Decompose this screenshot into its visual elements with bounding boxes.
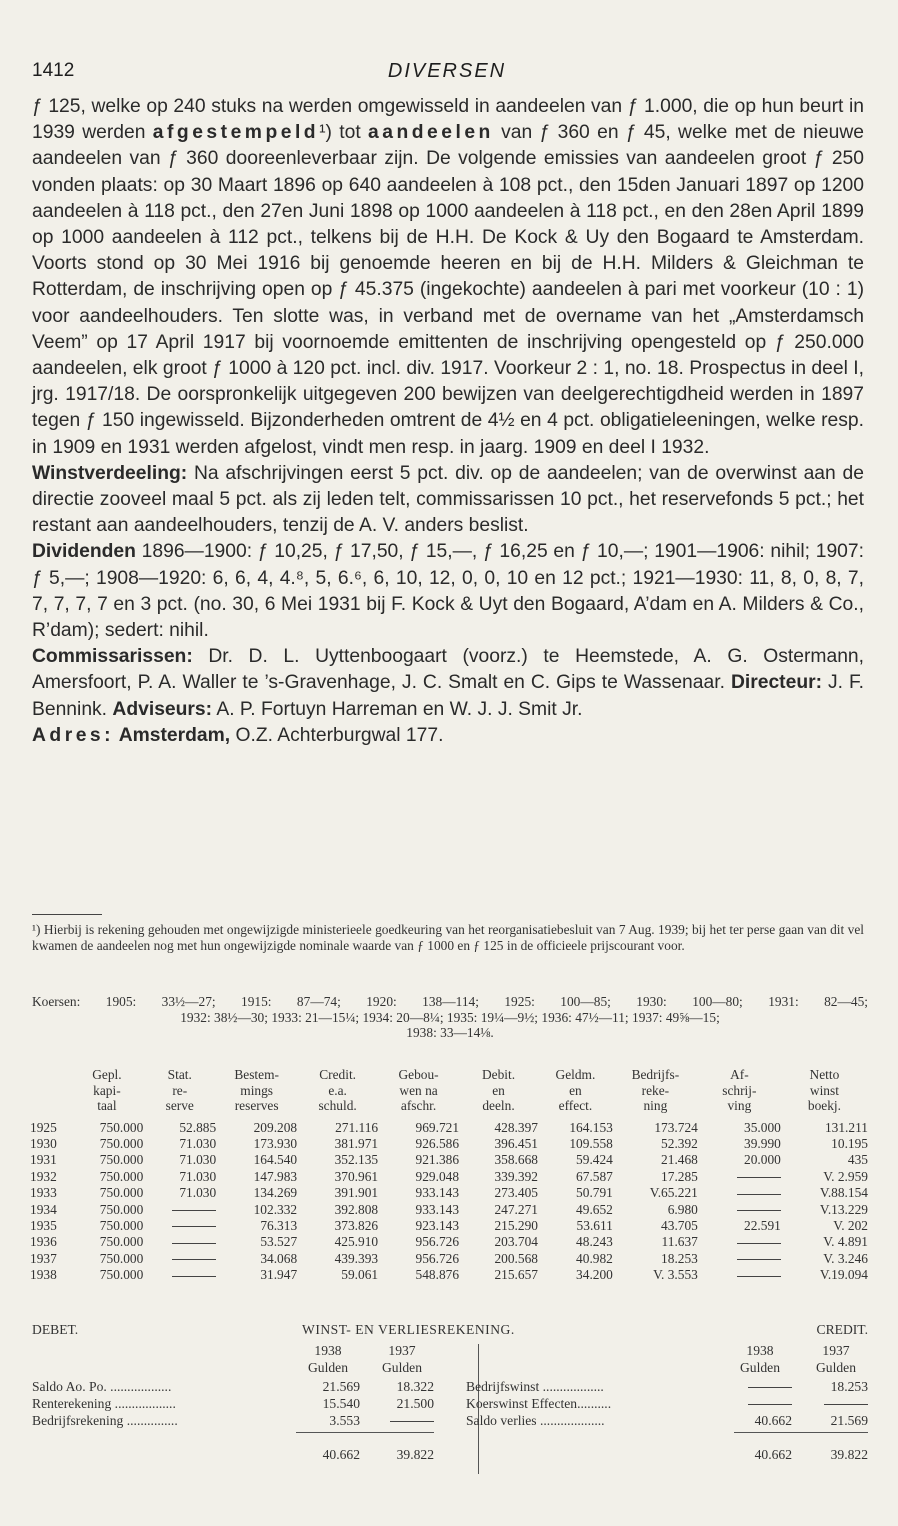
table-cell: 31.947 <box>260 1267 298 1283</box>
koersen-line: 1932: 38½—30; 1933: 21—15¼; 1934: 20—8¼; 1935: 19¼—9½; 1936: 47½—11; 1937: 49⅝—15; <box>180 1009 720 1025</box>
credit-value-1937: 21.569 <box>830 1413 868 1428</box>
row-year: 1930 <box>30 1135 57 1151</box>
koersen-block <box>32 994 868 1041</box>
dash-mark <box>748 1404 792 1405</box>
dash-mark <box>172 1259 216 1260</box>
table-cell: 10.195 <box>831 1135 868 1151</box>
year-label: 1938 <box>746 1343 774 1358</box>
total-rule <box>296 1432 434 1433</box>
credit-label: CREDIT. <box>816 1322 868 1337</box>
table-cell: 750.000 <box>99 1152 144 1168</box>
table-cell: 750.000 <box>99 1135 144 1151</box>
table-cell: 370.961 <box>334 1168 379 1184</box>
table-cell <box>143 1251 216 1267</box>
wv-row <box>32 1378 868 1395</box>
table-cell: 956.726 <box>415 1234 460 1250</box>
page-header <box>32 60 862 90</box>
running-head: DIVERSEN <box>387 60 507 82</box>
table-cell <box>143 1267 216 1283</box>
table-cell: 52.885 <box>179 1119 217 1135</box>
table-cell: 750.000 <box>99 1250 144 1266</box>
table-cell: 750.000 <box>99 1267 144 1283</box>
page-number: 1412 <box>32 60 75 81</box>
table-cell: 381.971 <box>334 1135 379 1151</box>
credit-value-1938 <box>728 1378 792 1395</box>
table-cell: 933.143 <box>415 1201 460 1217</box>
table-cell: 271.116 <box>335 1119 379 1135</box>
debet-value-1938: 21.569 <box>322 1379 360 1394</box>
table-cell: 59.061 <box>341 1267 379 1283</box>
table-cell: 750.000 <box>99 1217 144 1233</box>
table-cell <box>143 1234 216 1250</box>
text-run: ƒ 125, welke op 240 stuks na werden omgewisseld in aandeelen van ƒ 1.000, die op hun beurt in 1939 werden <box>32 96 864 144</box>
table-cell: 71.030 <box>179 1168 217 1184</box>
table-cell: 18.253 <box>661 1250 698 1266</box>
table-cell: 247.271 <box>494 1201 538 1217</box>
column-header: Geldm. en effect. <box>555 1067 596 1113</box>
credit-value-1938 <box>728 1395 792 1412</box>
table-cell: 548.876 <box>415 1267 460 1283</box>
table-cell: 34.068 <box>260 1250 298 1266</box>
column-header: Bestem- mings reserves <box>234 1067 279 1113</box>
dash-mark <box>172 1210 216 1211</box>
table-cell <box>698 1251 781 1267</box>
table-cell: 923.143 <box>415 1217 460 1233</box>
credit-value-1937: 18.253 <box>830 1379 868 1394</box>
koersen-line: 1938: 33—14⅛. <box>406 1025 494 1040</box>
table-row <box>30 1114 868 1136</box>
credit-value-1938: 40.662 <box>754 1413 792 1428</box>
body-text <box>32 94 864 749</box>
table-cell: 11.637 <box>661 1234 698 1250</box>
table-cell: V.88.154 <box>819 1185 868 1201</box>
table-row <box>30 1185 868 1201</box>
table-cell <box>143 1202 216 1218</box>
table-cell: 67.587 <box>576 1168 613 1184</box>
table-cell: 750.000 <box>99 1168 144 1184</box>
table-cell: 102.332 <box>253 1201 298 1217</box>
table-cell <box>698 1185 781 1201</box>
debet-row-label: Bedrijfsrekening ............... <box>32 1413 178 1428</box>
column-header: Netto winst boekj. <box>807 1067 841 1113</box>
table-cell: 273.405 <box>494 1185 538 1201</box>
koersen-line: Koersen: 1905: 33½—27; 1915: 87—74; 1920: 138—114; 1925: 100—85; 1930: 100—80; 1931: 82—45; <box>32 994 868 1009</box>
year-label: 1937 <box>388 1343 416 1358</box>
financial-table <box>30 1067 868 1284</box>
text-run: O.Z. Achterburgwal 177. <box>230 724 444 746</box>
text-run: Dr. D. L. Uyttenboogaart (voorz.) te Heemstede, A. G. Ostermann, Amersfoort, P. A. Waller te ’s-Gravenhage, J. C. Smalt en C. Gips te Wassenaar. <box>32 646 864 694</box>
dash-mark <box>824 1404 868 1405</box>
table-cell: 48.243 <box>576 1234 613 1250</box>
table-cell: 52.392 <box>661 1135 698 1151</box>
column-header <box>30 1067 70 1114</box>
table-cell: 209.208 <box>253 1119 298 1135</box>
table-cell: 53.611 <box>576 1217 613 1233</box>
paragraph-dividenden <box>32 539 864 644</box>
debet-value-1938: 15.540 <box>322 1396 360 1411</box>
row-year: 1932 <box>30 1168 57 1184</box>
table-cell: V.65.221 <box>649 1185 698 1201</box>
column-header: Gebou- wen na afschr. <box>398 1067 439 1113</box>
table-row <box>30 1136 868 1152</box>
dash-mark <box>172 1276 216 1277</box>
table-cell: 71.030 <box>179 1185 217 1201</box>
footnote: ¹) Hierbij is rekening gehouden met ongewijzigde ministerieele goedkeuring van het reorganisatiebesluit van 7 Aug. 1939; bij het ter perse gaan van dit vel kwamen de aandeelen nog met hun ongewijzigde nominale waarde van ƒ 1000 en ƒ 125 in de officieele prijscourant voor. <box>32 922 864 953</box>
table-cell: 21.468 <box>661 1152 698 1168</box>
table-cell: 203.704 <box>494 1234 538 1250</box>
section-lead: Directeur: <box>730 672 823 694</box>
table-cell: 969.721 <box>415 1119 460 1135</box>
table-cell: 22.591 <box>744 1217 781 1233</box>
table-cell: 50.791 <box>576 1185 613 1201</box>
credit-col-1937 <box>804 1342 868 1376</box>
table-cell: V. 202 <box>833 1217 868 1233</box>
debet-value-1938: 3.553 <box>329 1413 360 1428</box>
table-cell <box>698 1169 781 1185</box>
table-cell: 53.527 <box>260 1234 298 1250</box>
column-header: Af- schrij- ving <box>722 1067 757 1113</box>
debet-value-1937 <box>370 1412 434 1429</box>
paragraph-emissies <box>32 94 864 461</box>
table-cell: 40.982 <box>576 1250 613 1266</box>
debet-row-label: Renterekening .................. <box>32 1396 176 1411</box>
table-cell <box>698 1267 781 1283</box>
table-cell <box>698 1202 781 1218</box>
table-cell: 215.290 <box>494 1217 538 1233</box>
column-header: Debit. en deeln. <box>481 1067 516 1113</box>
credit-col-1938 <box>728 1342 792 1376</box>
debet-value-1937: 18.322 <box>396 1379 434 1394</box>
table-cell: 435 <box>847 1152 868 1168</box>
table-header-row <box>30 1067 868 1114</box>
text-run: Na afschrijvingen eerst 5 pct. div. op de aandeelen; van de overwinst aan de directie zooveel maal 5 pct. als zij leden telt, commissarissen 10 pct., het reservefonds 5 pct.; het restant aan aandeelhouders, tenzij de A. V. anders beslist. <box>32 462 864 537</box>
debet-label: DEBET. <box>32 1322 79 1337</box>
table-cell: 39.990 <box>744 1135 781 1151</box>
text-run: J. F. Bennink. <box>32 672 864 720</box>
table-cell: V.13.229 <box>819 1201 868 1217</box>
credit-value-1937 <box>804 1395 868 1412</box>
table-cell: 164.153 <box>569 1119 613 1135</box>
wv-row <box>32 1395 868 1412</box>
dash-mark <box>748 1387 792 1388</box>
dash-mark <box>737 1194 781 1195</box>
text-run: van ƒ 360 en ƒ 45, welke met de nieuwe aandeelen van ƒ 360 dooreenleverbaar zijn. De volgende emissies van aandeelen groot ƒ 250 vonden plaats: op 30 Maart 1896 op 640 aandeelen à 108 pct., den 15den Januari 1897 op 1200 aandeelen à 118 pct., den 27en Juni 1898 op 1000 aandeelen à 118 pct., en den 28en April 1899 op 1000 aandeelen à 112 pct., telkens bij de H.H. De Kock & Uy den Bogaard te Amsterdam. Voorts stond op 30 Mei 1916 bij genoemde heeren en bij de H.H. Milders & Gleichman te Rotterdam, de inschrijving open op ƒ 45.375 (ingekochte) aandeelen à pari met voorkeur (10 : 1) voor aandeelhouders. Ten slotte was, in verband met de overname van het „Amsterdamsch Veem” op 17 April 1917 bij voornoemde emittenten de inschrijving opengesteld op ƒ 250.000 aandeelen, elk groot ƒ 1000 à 120 pct. incl. div. 1917. Voorkeur 2 : 1, no. 18. Prospectus in deel I, jrg. 1917/18. De oorspronkelijk uitgegeven 200 bewijzen van deelgerechtigdheid werden in 1897 tegen ƒ 150 ingewisseld. Bijzonderheden omtrent de 4½ en 4 pct. obligatieleeningen, welke resp. in 1909 en 1931 werden afgelost, vindt men resp. in jaarg. 1909 en deel I 1932. <box>32 122 864 458</box>
column-header: Stat. re- serve <box>165 1067 194 1113</box>
unit-label: Gulden <box>815 1360 857 1375</box>
table-cell: 339.392 <box>494 1168 538 1184</box>
table-cell: 131.211 <box>824 1119 868 1135</box>
row-year: 1935 <box>30 1217 57 1233</box>
text-run: 1896—1900: ƒ 10,25, ƒ 17,50, ƒ 15,—, ƒ 16,25 en ƒ 10,—; 1901—1906: nihil; 1907: ƒ 5,—; 1908—1920: 6, 6, 4, 4.⁸, 5, 6.⁶, 6, 10, 12, 0, 0, 10 en 12 pct.; 1921—1930: 11, 8, 0, 8, 7, 7, 7, 7, 7 en 3 pct. (no. 30, 6 Mei 1931 bij F. Kock & Uyt den Bogaard, A’dam en A. Milders & Co., R’dam); sedert: nihil. <box>32 541 864 642</box>
dash-mark <box>737 1177 781 1178</box>
table-cell: 750.000 <box>99 1234 144 1250</box>
table-cell: 750.000 <box>99 1201 144 1217</box>
text-run-spaced: aandeelen <box>368 122 494 144</box>
debet-col-1937 <box>370 1342 434 1376</box>
table-cell: 71.030 <box>179 1135 217 1151</box>
unit-label: Gulden <box>307 1360 349 1375</box>
debet-col-1938 <box>296 1342 360 1376</box>
row-year: 1925 <box>30 1119 57 1135</box>
table-cell: 428.397 <box>494 1119 538 1135</box>
table-cell: 147.983 <box>253 1168 298 1184</box>
table-cell: 439.393 <box>334 1250 379 1266</box>
table-row <box>30 1267 868 1283</box>
section-lead: Winstverdeeling: <box>32 462 188 484</box>
table-cell: 352.135 <box>334 1152 379 1168</box>
table-cell: 6.980 <box>667 1201 698 1217</box>
table-cell <box>143 1218 216 1234</box>
credit-row-label: Saldo verlies ................... <box>466 1413 605 1428</box>
table-cell: V.19.094 <box>819 1267 868 1283</box>
debet-total-1938: 40.662 <box>322 1447 360 1462</box>
table-cell: 76.313 <box>260 1217 298 1233</box>
unit-label: Gulden <box>739 1360 781 1375</box>
table-cell: 134.269 <box>253 1185 298 1201</box>
credit-row-label: Bedrijfswinst .................. <box>466 1379 604 1394</box>
table-row <box>30 1169 868 1185</box>
table-cell: 34.200 <box>576 1267 613 1283</box>
table-row <box>30 1234 868 1250</box>
table-cell: V. 3.246 <box>823 1250 868 1266</box>
year-label: 1938 <box>314 1343 342 1358</box>
row-year: 1934 <box>30 1201 57 1217</box>
dash-mark <box>172 1226 216 1227</box>
text-run-spaced: afgestempeld <box>152 122 320 144</box>
table-cell: 929.048 <box>415 1168 460 1184</box>
table-cell: 215.657 <box>494 1267 538 1283</box>
table-cell: 921.386 <box>415 1152 460 1168</box>
table-cell: 109.558 <box>569 1135 613 1151</box>
section-lead: Adviseurs: <box>112 698 213 720</box>
text-run: A. P. Fortuyn Harreman en W. J. J. Smit Jr. <box>212 698 583 720</box>
table-cell: 20.000 <box>744 1152 781 1168</box>
dash-mark <box>172 1243 216 1244</box>
table-row <box>30 1152 868 1168</box>
paragraph-adres <box>32 723 864 749</box>
table-cell: 173.724 <box>654 1119 698 1135</box>
dash-mark <box>390 1421 434 1422</box>
section-lead: Commissarissen: <box>32 646 193 668</box>
table-cell: 17.285 <box>661 1168 698 1184</box>
column-header: Credit. e.a. schuld. <box>318 1067 357 1113</box>
table-cell: 59.424 <box>576 1152 613 1168</box>
credit-total-1937: 39.822 <box>830 1447 868 1462</box>
section-lead: Adres: <box>32 724 115 746</box>
text-run: ¹) tot <box>319 122 369 144</box>
address-city: Amsterdam, <box>114 724 231 746</box>
paragraph-winstverdeeling <box>32 461 864 540</box>
table-cell: 956.726 <box>415 1250 460 1266</box>
table-cell: 358.668 <box>494 1152 538 1168</box>
table-cell: 173.930 <box>253 1135 298 1151</box>
dash-mark <box>737 1259 781 1260</box>
row-year: 1931 <box>30 1152 57 1168</box>
column-header: Bedrijfs- reke- ning <box>631 1067 680 1113</box>
debet-total-1937: 39.822 <box>396 1447 434 1462</box>
table-cell: 35.000 <box>744 1119 781 1135</box>
table-cell <box>698 1234 781 1250</box>
wv-row <box>32 1412 868 1429</box>
table-cell: 750.000 <box>99 1119 144 1135</box>
footnote-rule <box>32 914 102 915</box>
table-cell: 71.030 <box>179 1152 217 1168</box>
table-cell: V. 3.553 <box>653 1267 698 1283</box>
row-year: 1933 <box>30 1185 57 1201</box>
winst-verliesrekening <box>32 1322 868 1462</box>
wv-totals-row <box>32 1446 868 1463</box>
table-cell: 392.808 <box>334 1201 379 1217</box>
dash-mark <box>737 1210 781 1211</box>
table-cell: 200.568 <box>494 1250 538 1266</box>
table-row <box>30 1251 868 1267</box>
table-cell: 373.826 <box>334 1217 379 1233</box>
table-row <box>30 1218 868 1234</box>
row-year: 1938 <box>30 1267 57 1283</box>
year-label: 1937 <box>822 1343 850 1358</box>
section-lead: Dividenden <box>32 541 136 563</box>
table-cell: 396.451 <box>494 1135 538 1151</box>
debet-row-label: Saldo Ao. Po. .................. <box>32 1379 172 1394</box>
row-year: 1937 <box>30 1250 57 1266</box>
table-cell: 49.652 <box>576 1201 613 1217</box>
table-cell: 164.540 <box>253 1152 298 1168</box>
table-cell: 750.000 <box>99 1185 144 1201</box>
debet-value-1937: 21.500 <box>396 1396 434 1411</box>
table-cell: 43.705 <box>661 1217 698 1233</box>
table-cell: V. 2.959 <box>823 1168 868 1184</box>
dash-mark <box>737 1276 781 1277</box>
credit-total-1938: 40.662 <box>754 1447 792 1462</box>
dash-mark <box>737 1243 781 1244</box>
credit-row-label: Koerswinst Effecten.......... <box>466 1396 612 1411</box>
table-cell: 391.901 <box>334 1185 379 1201</box>
row-year: 1936 <box>30 1234 57 1250</box>
table-row <box>30 1202 868 1218</box>
table-cell: V. 4.891 <box>823 1234 868 1250</box>
wv-heading <box>32 1322 868 1342</box>
total-rule <box>734 1432 868 1433</box>
unit-label: Gulden <box>381 1360 423 1375</box>
wv-title: WINST- EN VERLIESREKENING. <box>302 1322 515 1337</box>
table-cell: 933.143 <box>415 1185 460 1201</box>
paragraph-commissarissen <box>32 644 864 723</box>
table-cell: 425.910 <box>334 1234 379 1250</box>
table-cell: 926.586 <box>415 1135 460 1151</box>
column-header: Gepl. kapi- taal <box>92 1067 122 1113</box>
